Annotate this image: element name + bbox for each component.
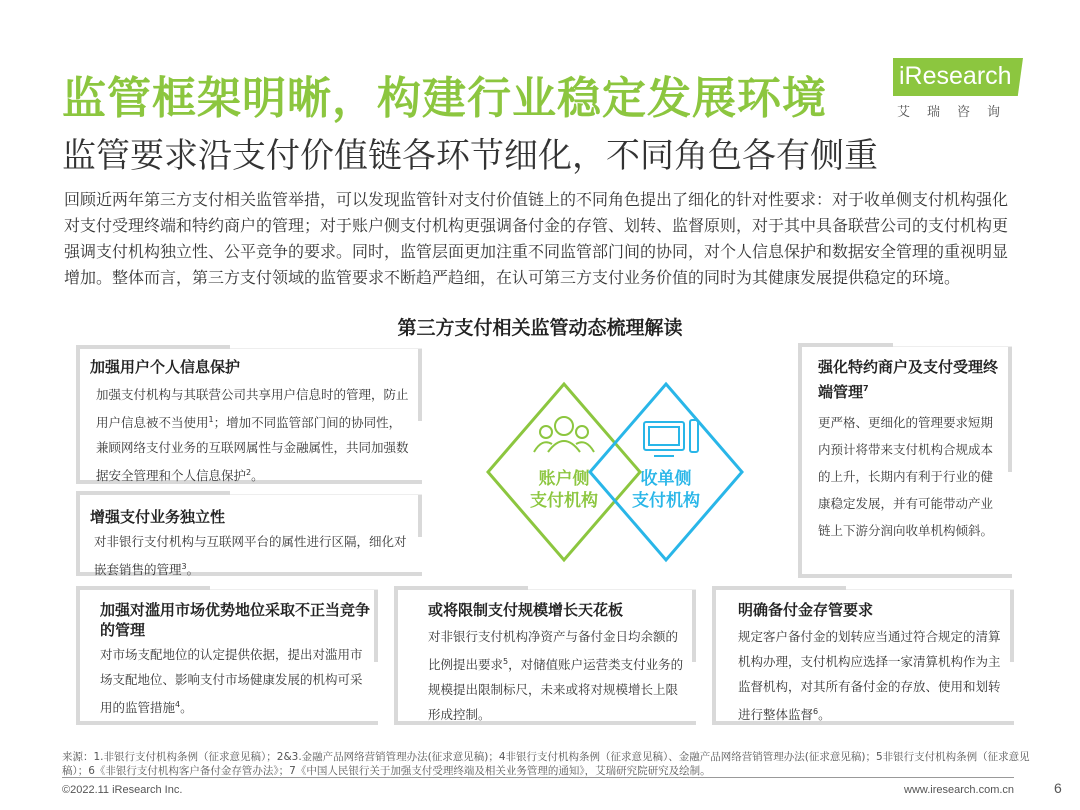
payment-role-diagram	[484, 380, 746, 564]
card-reserve-custody	[712, 589, 1014, 725]
acquiring-side-label-1: 收单侧	[640, 469, 692, 489]
card-title: 增强支付业务独立性	[90, 508, 226, 526]
card-body: 更严格、更细化的管理要求短期内预计将带来支付机构合规成本的上升，长期内有利于行业的健康稳定发展，并有可能带动产业链上下游分润向收单机构倾斜。	[818, 415, 994, 538]
page-subtitle: 监管要求沿支付价值链各环节细化，不同角色各有侧重	[62, 136, 878, 176]
card-scale-ceiling	[394, 589, 696, 725]
footer-divider	[62, 777, 1014, 778]
card-title: 加强对滥用市场优势地位采取不正当竞争的管理	[100, 601, 371, 639]
card-unfair-competition	[76, 589, 378, 725]
card-body: 对非银行支付机构净资产与备付金日均余额的比例提出要求$^5$，对储值账户运营类支付业务的规模提出限制标尺，未来或将对规模增长上限形成控制。	[428, 629, 684, 723]
copyright: ©2022.11 iResearch Inc.	[62, 784, 183, 796]
card-body: 加强支付机构与其联营公司共享用户信息时的管理，防止用户信息被不当使用$^1$；增加不同监管部门间的协同性，兼顾网络支付业务的互联网属性与金融属性，共同加强数据安全管理和个人信息保护$^2$。	[96, 387, 409, 484]
card-body: 对非银行支付机构与互联网平台的属性进行区隔，细化对嵌套销售的管理$^3$。	[94, 534, 407, 578]
account-side-label-1: 账户侧	[538, 469, 590, 489]
logo-text: iResearch	[899, 62, 1012, 90]
intro-paragraph: 回顾近两年第三方支付相关监管举措，可以发现监管针对支付价值链上的不同角色提出了细化的针对性要求：对于收单侧支付机构强化对支付受理终端和特约商户的管理；对于账户侧支付机构更强调备付金的存管、划转、监督原则，对于其中具备联营公司的支付机构更强调支付机构独立性、公平竞争的要求。同时，监管层面更加注重不同监管部门间的协同，对个人信息保护和数据安全管理的重视明显增加。整体而言，第三方支付领域的监管要求不断趋严趋细，在认可第三方支付业务价值的同时为其健康发展提供稳定的环境。	[64, 190, 1009, 287]
account-side-label-2: 支付机构	[530, 491, 598, 511]
acquiring-side-label-2: 支付机构	[632, 491, 700, 511]
logo-cn: 艾瑞咨询	[897, 105, 1018, 120]
users-icon	[534, 417, 594, 452]
card-body: 规定客户备付金的划转应当通过符合规定的清算机构办理，支付机构应选择一家清算机构作为主监督机构，对其所有备付金的存放、使用和划转进行整体监督$^6$。	[738, 629, 1001, 723]
card-title: 加强用户个人信息保护	[90, 358, 241, 376]
source-footnote: 来源：1.非银行支付机构条例（征求意见稿）；2&3.金融产品网络营销管理办法(征求意见稿)；4非银行支付机构条例（征求意见稿）、金融产品网络营销管理办法(征求意见稿)；5非银行支付机构条例（征求意见稿）；6《非银行支付机构客户备付金存管办法》；7《中国人民银行关于加强支付受理终端及相关业务管理的通知》，艾瑞研究院研究及绘制。	[62, 751, 1030, 777]
iresearch-logo	[893, 58, 1033, 120]
section-title: 第三方支付相关监管动态梳理解读	[397, 317, 683, 339]
card-user-info-protection	[76, 348, 422, 484]
page-title: 监管框架明晰，构建行业稳定发展环境	[62, 73, 827, 124]
card-title: 或将限制支付规模增长天花板	[428, 601, 624, 619]
page-number: 6	[1054, 780, 1062, 796]
site-link[interactable]: www.iresearch.com.cn	[904, 784, 1015, 796]
card-title: 强化特约商户及支付受理终端管理$^7$	[818, 358, 999, 401]
card-business-independence	[76, 494, 422, 576]
pos-terminal-icon	[644, 420, 698, 456]
card-title: 明确备付金存管要求	[738, 601, 874, 619]
card-merchant-terminal-management	[798, 346, 1012, 578]
card-body: 对市场支配地位的认定提供依据，提出对滥用市场支配地位、影响支付市场健康发展的机构可采用的监管措施$^4$。	[100, 647, 363, 716]
